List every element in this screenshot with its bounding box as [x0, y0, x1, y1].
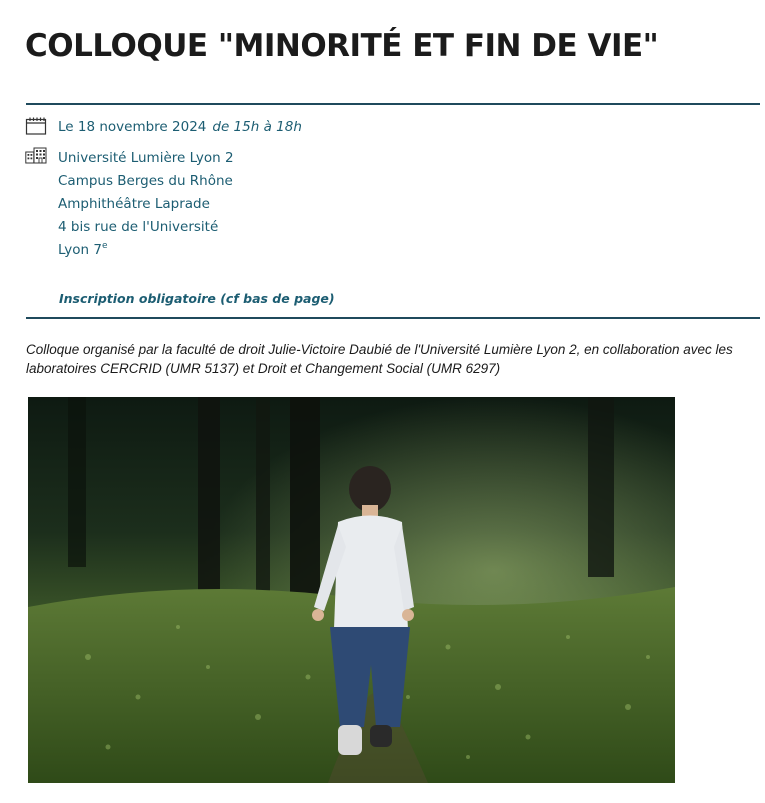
address-city	[58, 239, 234, 262]
address-campus: Campus Berges du Rhône	[58, 173, 233, 189]
event-description: Colloque organisé par la faculté de droit Julie-Victoire Daubié de l'Université Lumière Lyon 2, en collaboration avec les laboratoires CERCRID (UMR 5137) et Droit et Changement Social (UMR 6297)	[26, 342, 733, 376]
address-city-suffix: e	[101, 241, 108, 251]
address-university: Université Lumière Lyon 2	[58, 150, 234, 166]
event-date-row	[25, 117, 302, 137]
address-city-name: Lyon 7	[58, 242, 102, 258]
bottom-divider	[26, 317, 760, 319]
calendar-icon	[25, 117, 47, 135]
event-photo-child-walking	[28, 397, 675, 783]
event-address	[58, 147, 234, 262]
address-room: Amphithéâtre Laprade	[58, 196, 210, 212]
event-date: Le 18 novembre 2024	[58, 119, 207, 135]
page-title: COLLOQUE "MINORITÉ ET FIN DE VIE"	[25, 28, 659, 64]
event-date-text	[58, 117, 302, 137]
registration-note-link[interactable]: Inscription obligatoire (cf bas de page)	[59, 291, 335, 306]
event-location-row	[25, 147, 234, 262]
event-time: de 15h à 18h	[212, 119, 302, 135]
building-icon	[25, 147, 47, 165]
address-street: 4 bis rue de l'Université	[58, 219, 219, 235]
top-divider	[26, 103, 760, 105]
